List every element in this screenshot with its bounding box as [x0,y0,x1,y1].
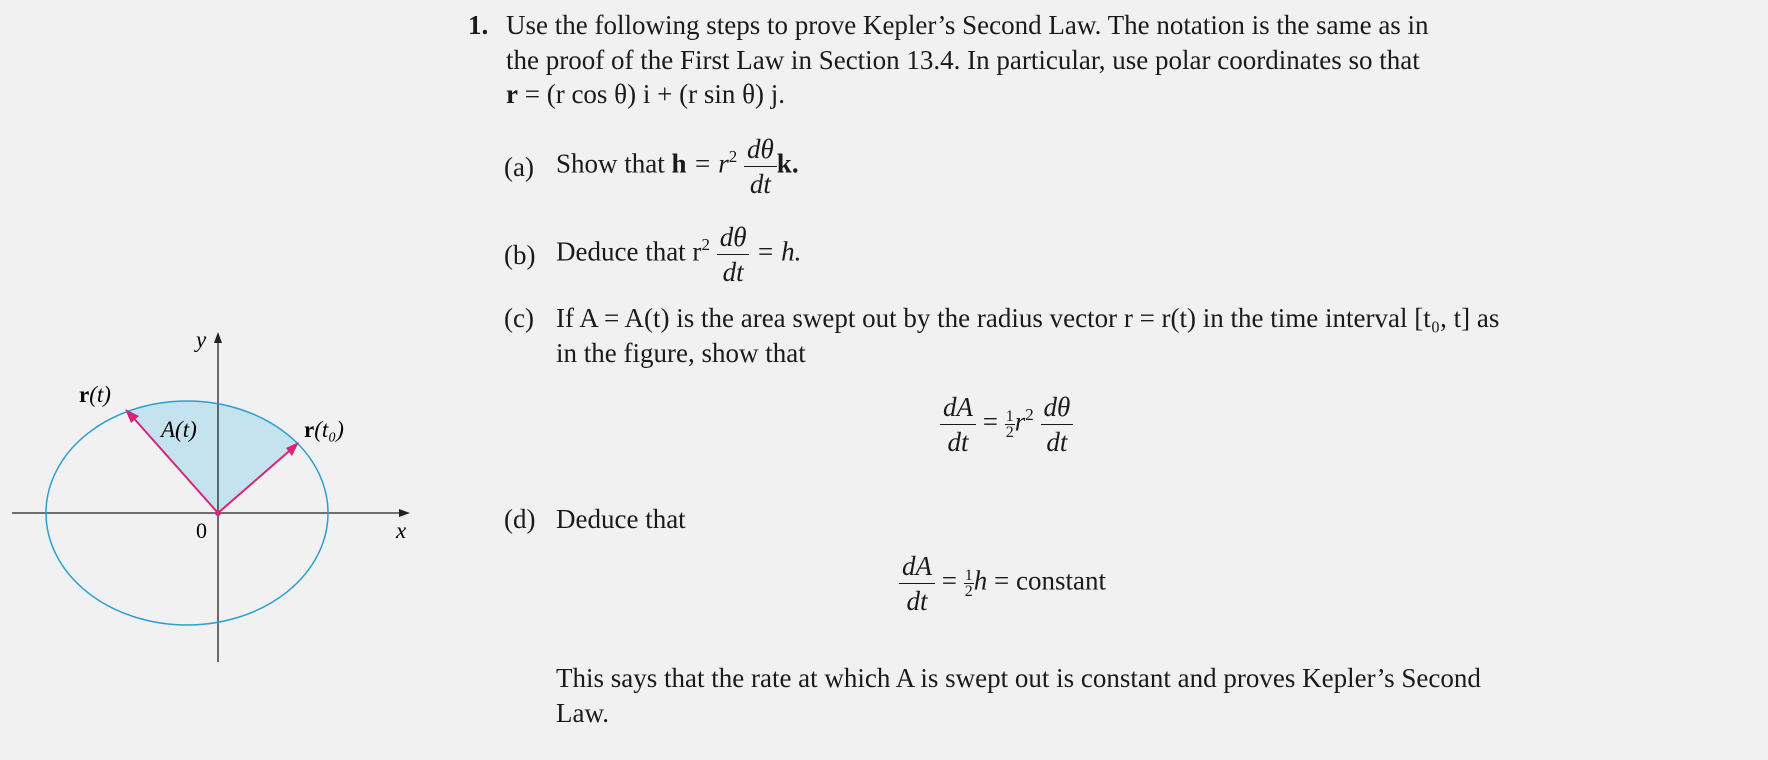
part-a-den: dt [749,169,771,199]
part-d-rhs: = constant [993,565,1106,596]
y-axis-arrow-icon [214,332,222,343]
r-t-label: r(t) [79,382,111,407]
part-b-den: dt [722,257,744,287]
part-a-k: k. [776,148,799,179]
part-c-label: (c) [504,303,534,333]
part-b-label: (b) [504,240,536,270]
part-b-fraction [717,220,750,289]
conclusion-line-1: This says that the rate at which A is swept out is constant and proves Kepler’s Second [556,663,1481,693]
swept-area [128,402,297,513]
part-d-half [964,568,974,599]
origin-label: 0 [196,518,207,543]
part-d-half-num: 1 [964,567,973,584]
part-a-label: (a) [504,152,534,182]
part-c-rhs-den: dt [1046,427,1068,457]
part-c-lhs-den: dt [947,427,969,457]
part-a-num: dθ [744,132,777,167]
part-a-text: Show that [556,148,665,179]
problem-number: 1. [468,10,489,40]
intro-eq-rest: = (r cos θ) i + (r sin θ) j. [517,79,786,109]
part-b-statement [556,220,801,289]
part-c-exp: 2 [1025,404,1034,424]
part-d-den: dt [906,586,928,616]
part-d-equation [899,549,1106,618]
part-c-equals: = [982,406,998,437]
part-d-h: h [973,565,988,596]
part-c-r: r [1014,406,1026,437]
part-c-equation [940,390,1073,459]
x-axis-arrow-icon [399,509,410,517]
part-c-half-num: 1 [1005,408,1014,425]
part-c-half [1005,409,1015,440]
part-a-statement [556,132,799,201]
part-c-half-den: 2 [1005,424,1014,441]
part-b-rhs: = h. [756,236,802,267]
part-a-fraction [744,132,777,201]
part-d-num: dA [899,549,935,584]
part-b-text: Deduce that r [556,236,702,267]
part-a-h: h [671,148,687,179]
y-axis-label: y [196,327,207,352]
part-c-lhs-num: dA [940,390,976,425]
kepler-figure [0,300,430,670]
part-d-equals: = [941,565,957,596]
part-d-text: Deduce that [556,504,686,534]
intro-line-1: Use the following steps to prove Kepler’s Second Law. The notation is the same as in [506,10,1429,40]
r-t0-label: r(t₀) [304,417,344,442]
part-a-exp: 2 [728,146,738,166]
part-c-rhs-fraction [1041,390,1074,459]
origin-point [215,510,221,516]
x-axis-label: x [396,518,407,543]
part-d-label: (d) [504,504,536,534]
intro-line-2: the proof of the First Law in Section 13.4. In particular, use polar coordinates so that [506,45,1420,75]
intro-equation [506,77,785,111]
part-d-fraction [899,549,935,618]
area-label: A(t) [161,417,197,442]
conclusion-line-2: Law. [556,698,609,728]
part-c-line-1: If A = A(t) is the area swept out by the radius vector r = r(t) in the time interval [t₀, t] as [556,303,1500,333]
part-b-exp: 2 [701,234,710,254]
part-d-half-den: 2 [964,583,973,600]
part-c-rhs-num: dθ [1041,390,1074,425]
part-c-line-2: in the figure, show that [556,338,806,368]
intro-eq-r: r [506,79,518,109]
part-c-lhs-fraction [940,390,976,459]
part-b-num: dθ [717,220,750,255]
part-a-eq: = r [686,148,729,179]
